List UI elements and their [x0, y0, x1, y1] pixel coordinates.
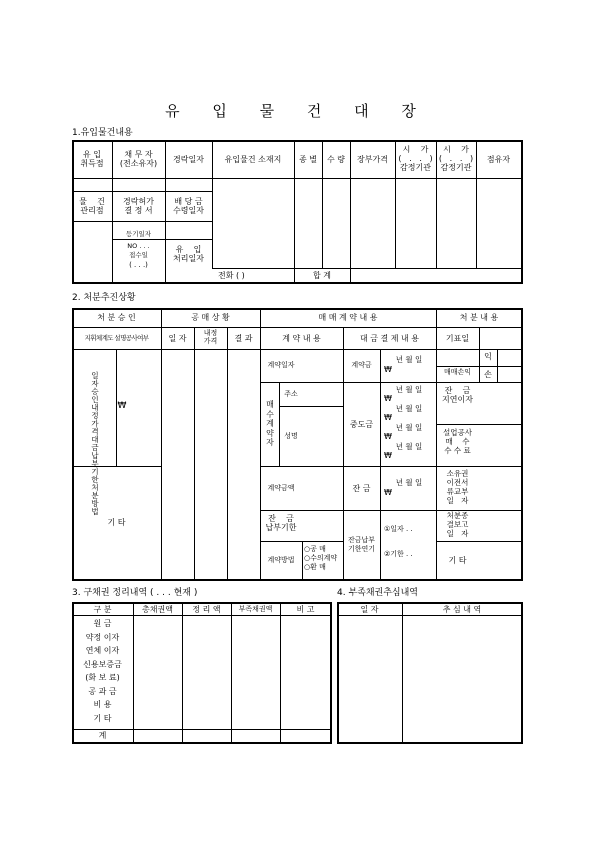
- label-contract-date: 계약일자: [267, 361, 295, 369]
- col-payment: 대 금 결 제 내 용: [359, 334, 420, 343]
- label-contract-amount: 계약금액: [267, 484, 295, 492]
- section3-heading: 3. 구채권 정리내역 ( . . . 현재 ): [72, 588, 198, 598]
- col-bookdate: 기표일: [445, 334, 470, 343]
- s4-col-date: 일 자: [360, 605, 379, 614]
- page-title: 유 입 물 건 대 장: [165, 102, 430, 120]
- s3-row-label: 기 타: [93, 713, 112, 723]
- s4-col-content: 추 심 내 역: [442, 605, 482, 614]
- col-debtor: 채 무 자 (전소유자): [119, 150, 158, 168]
- s3-col-note: 비 고: [296, 605, 315, 614]
- col-market-price-1: 시 가 ( . . ) 감정기관: [398, 145, 433, 172]
- col-type: 종 별: [299, 155, 317, 164]
- middle-ymd-4: 년 월 일: [395, 442, 423, 451]
- col-result: 결 과: [234, 334, 253, 343]
- label-dividend: 배 당 금 수령일자: [173, 197, 204, 215]
- label-bid-permit: 경락허가 결 정 서: [123, 197, 154, 215]
- hdr-auction: 공 매 상 황: [191, 313, 230, 322]
- label-address: 주소: [284, 390, 298, 398]
- label-receipt: 접수일: [129, 251, 148, 259]
- col-occupant: 점유자: [486, 155, 511, 164]
- col-approval-system: 지휘체계도 설명공사여부: [84, 334, 149, 342]
- deposit-won: ₩: [384, 365, 392, 374]
- col-reserve-price: 내정 가격: [203, 329, 218, 345]
- s1-header-line: [72, 178, 523, 179]
- col-book-price: 장부가격: [357, 155, 388, 164]
- balance-ymd: 년 월 일: [395, 478, 423, 487]
- contract-method-options: ○공 매 ○수의계약 ○환 매: [304, 545, 338, 571]
- section1-heading: 1.유입물건내용: [72, 128, 133, 138]
- label-phone: 전화 ( ): [218, 271, 245, 280]
- middle-won-3: ₩: [384, 432, 392, 441]
- middle-ymd-3: 년 월 일: [395, 423, 423, 432]
- label-deposit: 계약금: [351, 361, 372, 369]
- label-balance-interest: 잔 금 지연이자: [442, 386, 473, 404]
- label-sale-profit: 매매손익: [443, 368, 472, 376]
- label-loss: 손: [484, 370, 492, 379]
- col-bid-date: 경락일자: [173, 155, 204, 164]
- label-inflow-date: 유 입 처리일자: [173, 245, 204, 263]
- label-disposal-report: 처분종 결보고 일 자: [446, 511, 469, 538]
- s3-row-label: 공 과 금: [88, 686, 117, 696]
- s3-row-label: (화 보 료): [85, 673, 120, 682]
- label-title-transfer: 소유권 이전서 류교부 일 자: [446, 469, 469, 505]
- s1-right-border: [521, 140, 523, 284]
- approval-won-sign: ₩: [117, 401, 127, 411]
- label-buyer: 매 수 계 약 자: [266, 400, 274, 447]
- label-balance-extension: 잔금납부 기한연기: [347, 536, 376, 553]
- label-profit: 익: [484, 352, 492, 361]
- label-receipt-date: ( . . .): [129, 261, 148, 269]
- section2-heading: 2. 처분추진상황: [72, 293, 136, 303]
- middle-ymd-1: 년 월 일: [395, 385, 423, 394]
- label-total: 합 계: [313, 271, 331, 280]
- label-reg-no: NO . . .: [127, 242, 150, 250]
- col-date: 일 자: [168, 334, 187, 343]
- middle-won-2: ₩: [384, 413, 392, 422]
- col-contract: 계 약 내 용: [282, 334, 321, 343]
- first-date: ①일자 . .: [384, 525, 413, 533]
- middle-won-1: ₩: [384, 394, 392, 403]
- s3-col-remaining: 부족채권액: [238, 605, 273, 613]
- label-balance: 잔 금: [352, 484, 371, 493]
- approval-items-label: 일 자 승 인 내 정 가 격 대 금 납 부 기 한 처 분 방 법: [91, 371, 99, 516]
- middle-won-4: ₩: [384, 451, 392, 460]
- s3-row-label: 원 금: [93, 619, 112, 628]
- label-mgmt-branch: 물 건 관리점: [79, 197, 105, 215]
- s3-sum: 계: [98, 731, 107, 740]
- deposit-ymd: 년 월 일: [395, 355, 423, 364]
- hdr-sale-contract: 매 매 계 약 내 용: [318, 313, 378, 322]
- s3-row-label: 약정 이자: [85, 632, 120, 642]
- s3-row-label: 연체 이자: [85, 646, 120, 655]
- s1-bottom-border: [72, 282, 523, 284]
- label-others: 기 타: [448, 556, 467, 565]
- s1-top-border: [72, 140, 523, 142]
- hdr-disp-content: 처 분 내 용: [459, 313, 499, 322]
- s3-col-settled: 정 리 액: [192, 605, 221, 614]
- label-contract-method: 계약방법: [267, 556, 295, 564]
- col-acq-branch: 유 입 취득점: [80, 150, 104, 168]
- middle-ymd-2: 년 월 일: [395, 404, 423, 413]
- s3-col-type: 구 분: [93, 605, 112, 614]
- s3-row-label: 신용보증금: [83, 659, 122, 669]
- s3-col-total: 총채권액: [142, 605, 173, 614]
- col-location: 유입물건 소재지: [224, 155, 282, 164]
- label-middle: 중도금: [349, 420, 374, 429]
- balance-won: ₩: [384, 488, 392, 497]
- second-date: ②기한 . .: [384, 550, 413, 558]
- col-market-price-2: 시 가 ( . . ) 감정기관: [438, 145, 474, 172]
- label-reg-date: 등기일자: [125, 230, 152, 238]
- s3-row-label: 비 용: [93, 700, 112, 709]
- label-name: 성명: [284, 432, 298, 440]
- label-payment-deadline: 잔 금 납부기한: [265, 514, 297, 532]
- section4-heading: 4. 부족채권추심내역: [337, 588, 419, 598]
- label-fee: 설업공사 매 수 수 수 료: [443, 428, 472, 455]
- label-others-left: 기 타: [107, 518, 126, 527]
- col-qty: 수 량: [327, 155, 345, 164]
- hdr-disp-approval: 처 분 승 인: [97, 313, 136, 322]
